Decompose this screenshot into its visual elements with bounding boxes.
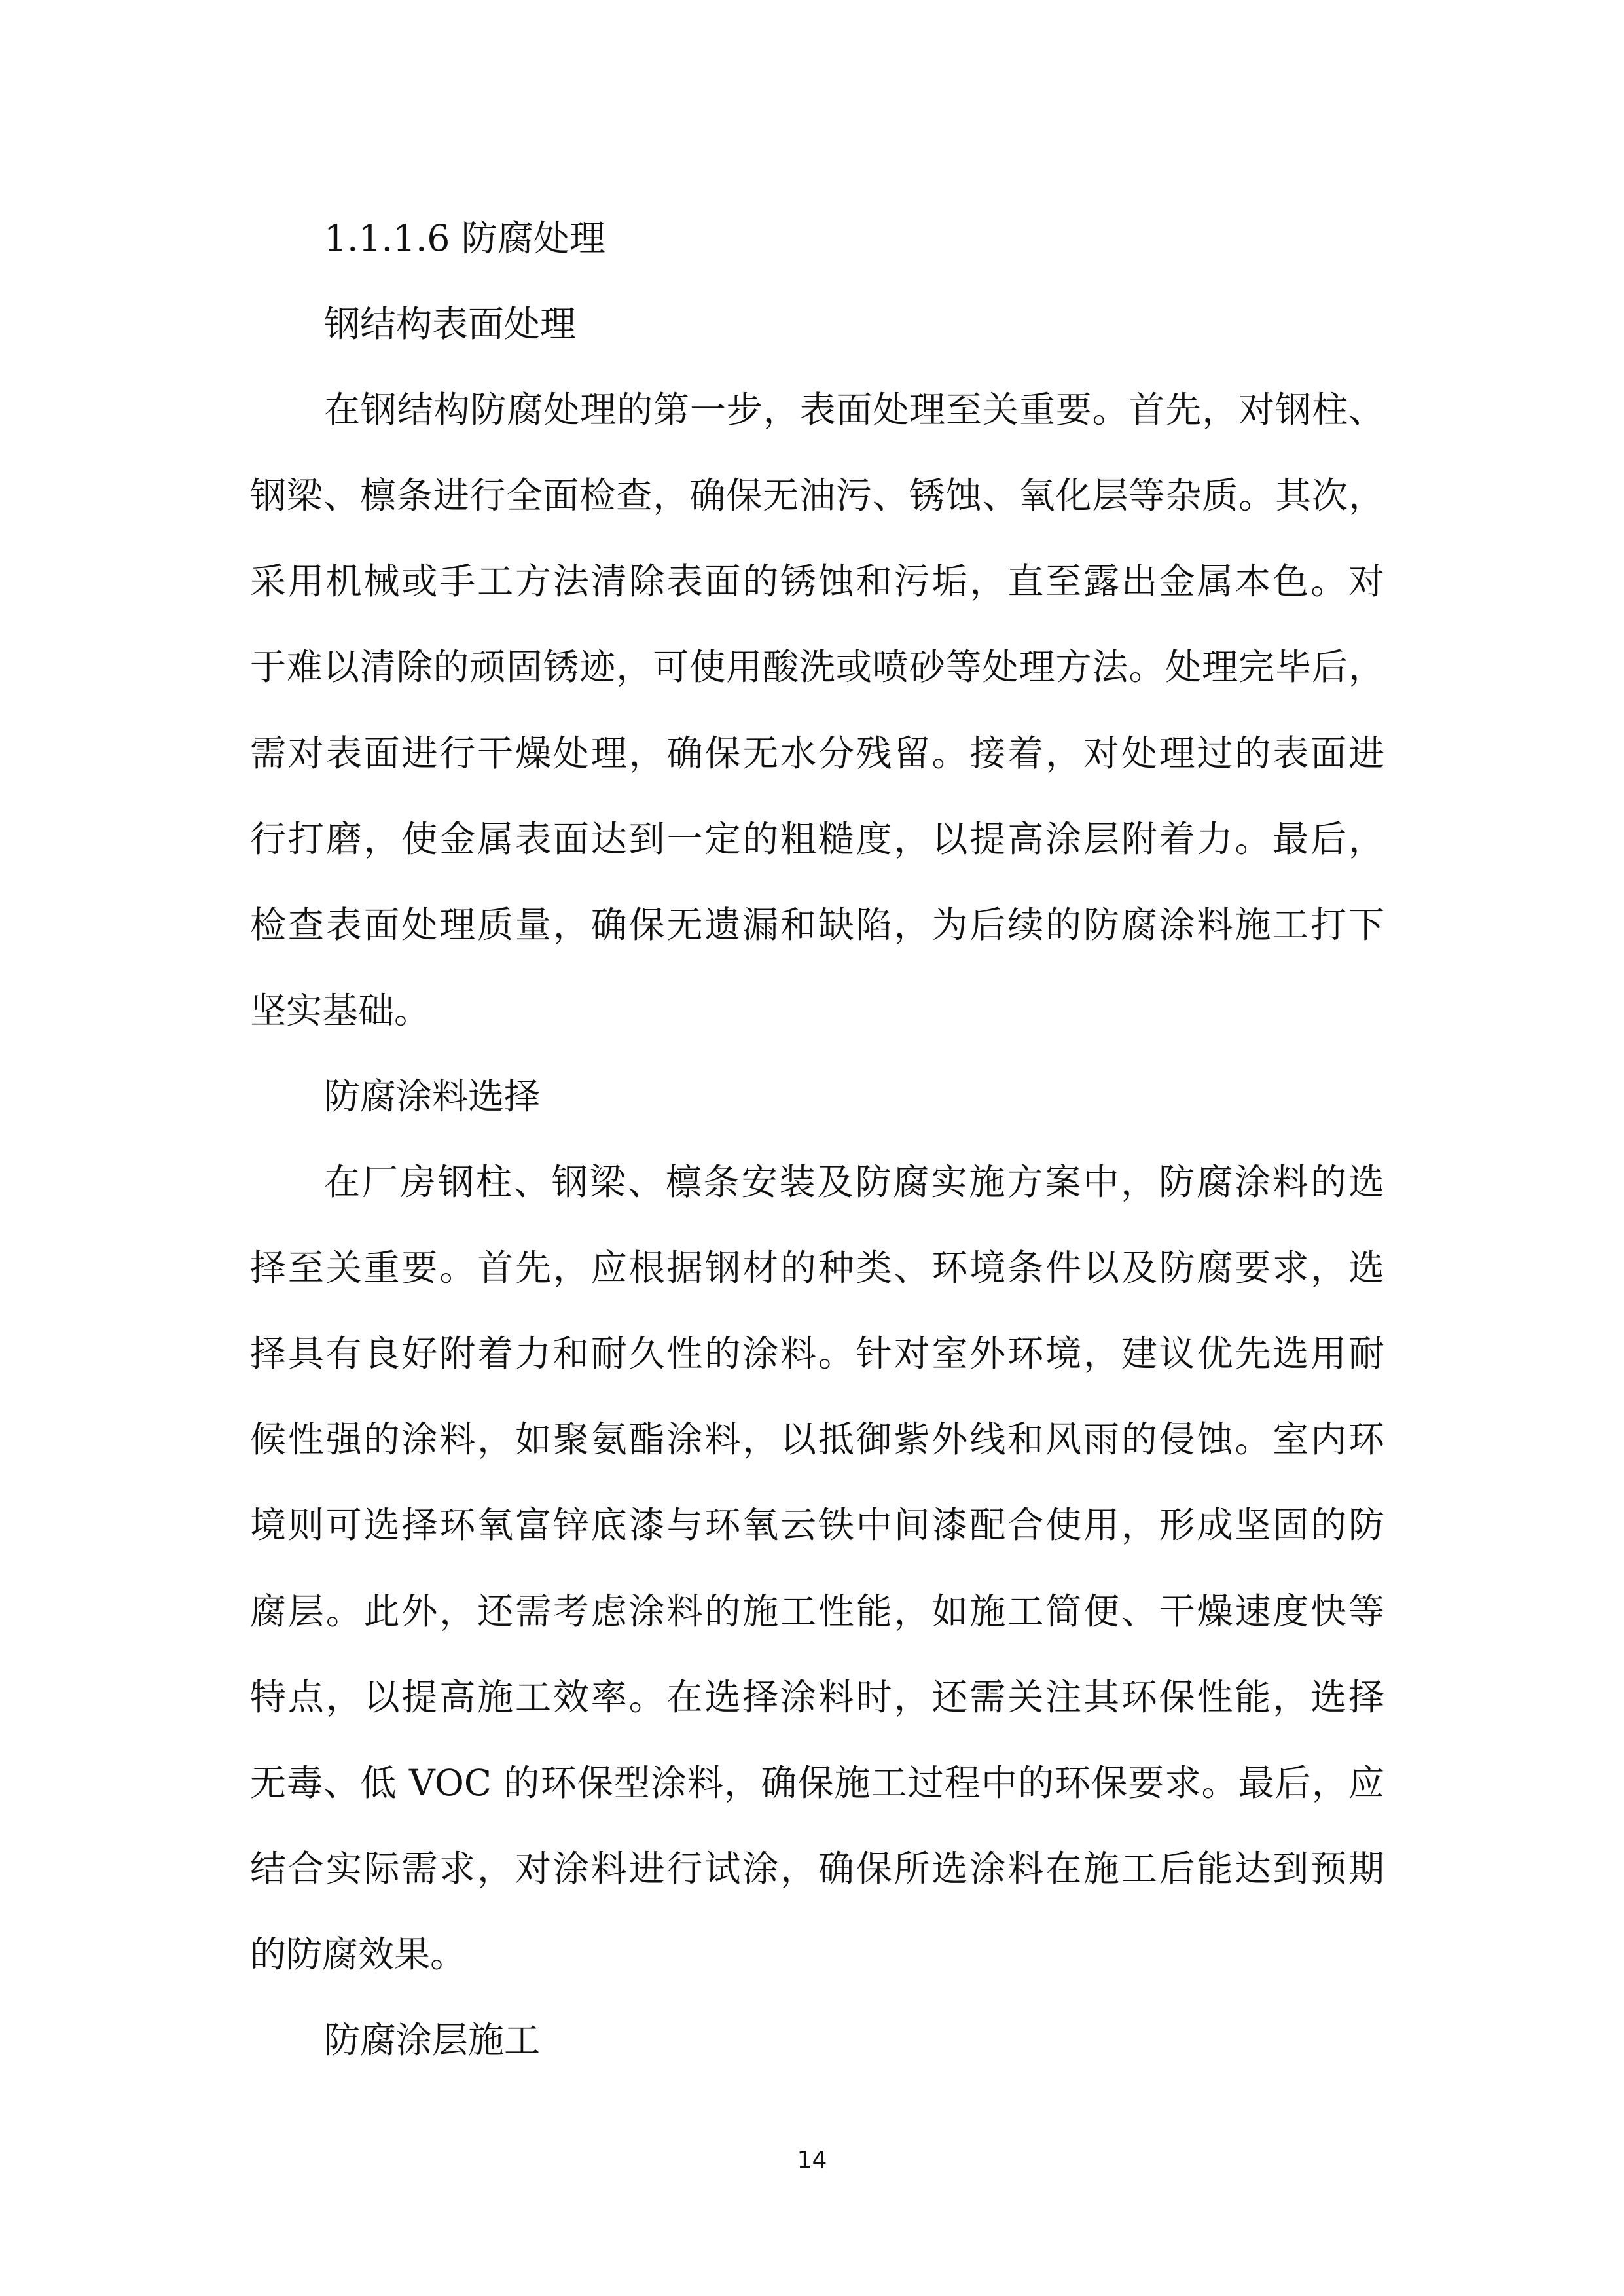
paragraph (250, 1139, 1384, 1998)
paragraph-line: 坚实基础。 (250, 989, 431, 1031)
paragraph-line: 在钢结构防腐处理的第一步，表面处理至关重要。首先，对钢柱、 (324, 389, 1384, 431)
paragraph (250, 367, 1384, 1054)
paragraph-line: 采用机械或手工方法清除表面的锈蚀和污垢，直至露出金属本色。对 (250, 560, 1384, 603)
subsection-title: 防腐涂料选择 (324, 1075, 541, 1117)
subsection-title: 钢结构表面处理 (324, 303, 577, 346)
paragraph-line: 行打磨，使金属表面达到一定的粗糙度，以提高涂层附着力。最后， (250, 817, 1384, 860)
subsection-title: 防腐涂层施工 (324, 2018, 541, 2061)
paragraph-line: 检查表面处理质量，确保无遗漏和缺陷，为后续的防腐涂料施工打下 (250, 903, 1384, 946)
paragraph-line: 境则可选择环氧富锌底漆与环氧云铁中间漆配合使用，形成坚固的防 (250, 1504, 1384, 1547)
document-body (250, 196, 1384, 2083)
paragraph-line: 需对表面进行干燥处理，确保无水分残留。接着，对处理过的表面进 (250, 732, 1384, 774)
paragraph-line: 候性强的涂料，如聚氨酯涂料，以抵御紫外线和风雨的侵蚀。室内环 (250, 1418, 1384, 1461)
paragraph-line: 在厂房钢柱、钢梁、檩条安装及防腐实施方案中，防腐涂料的选 (324, 1161, 1384, 1204)
section-heading: 1.1.1.6 防腐处理 (324, 217, 605, 259)
paragraph-line: 的防腐效果。 (250, 1933, 467, 1975)
paragraph-line: 无毒、低 VOC 的环保型涂料，确保施工过程中的环保要求。最后，应 (250, 1761, 1384, 1804)
paragraph-line: 特点，以提高施工效率。在选择涂料时，还需关注其环保性能，选择 (250, 1676, 1384, 1718)
paragraph-line: 结合实际需求，对涂料进行试涂，确保所选涂料在施工后能达到预期 (250, 1847, 1384, 1890)
paragraph-line: 择至关重要。首先，应根据钢材的种类、环境条件以及防腐要求，选 (250, 1247, 1384, 1289)
paragraph-line: 于难以清除的顽固锈迹，可使用酸洗或喷砂等处理方法。处理完毕后， (250, 646, 1384, 689)
paragraph-line: 择具有良好附着力和耐久性的涂料。针对室外环境，建议优先选用耐 (250, 1333, 1384, 1375)
page-number: 14 (797, 2147, 827, 2174)
paragraph-line: 腐层。此外，还需考虑涂料的施工性能，如施工简便、干燥速度快等 (250, 1590, 1384, 1632)
paragraph-line: 钢梁、檩条进行全面检查，确保无油污、锈蚀、氧化层等杂质。其次， (250, 475, 1384, 517)
